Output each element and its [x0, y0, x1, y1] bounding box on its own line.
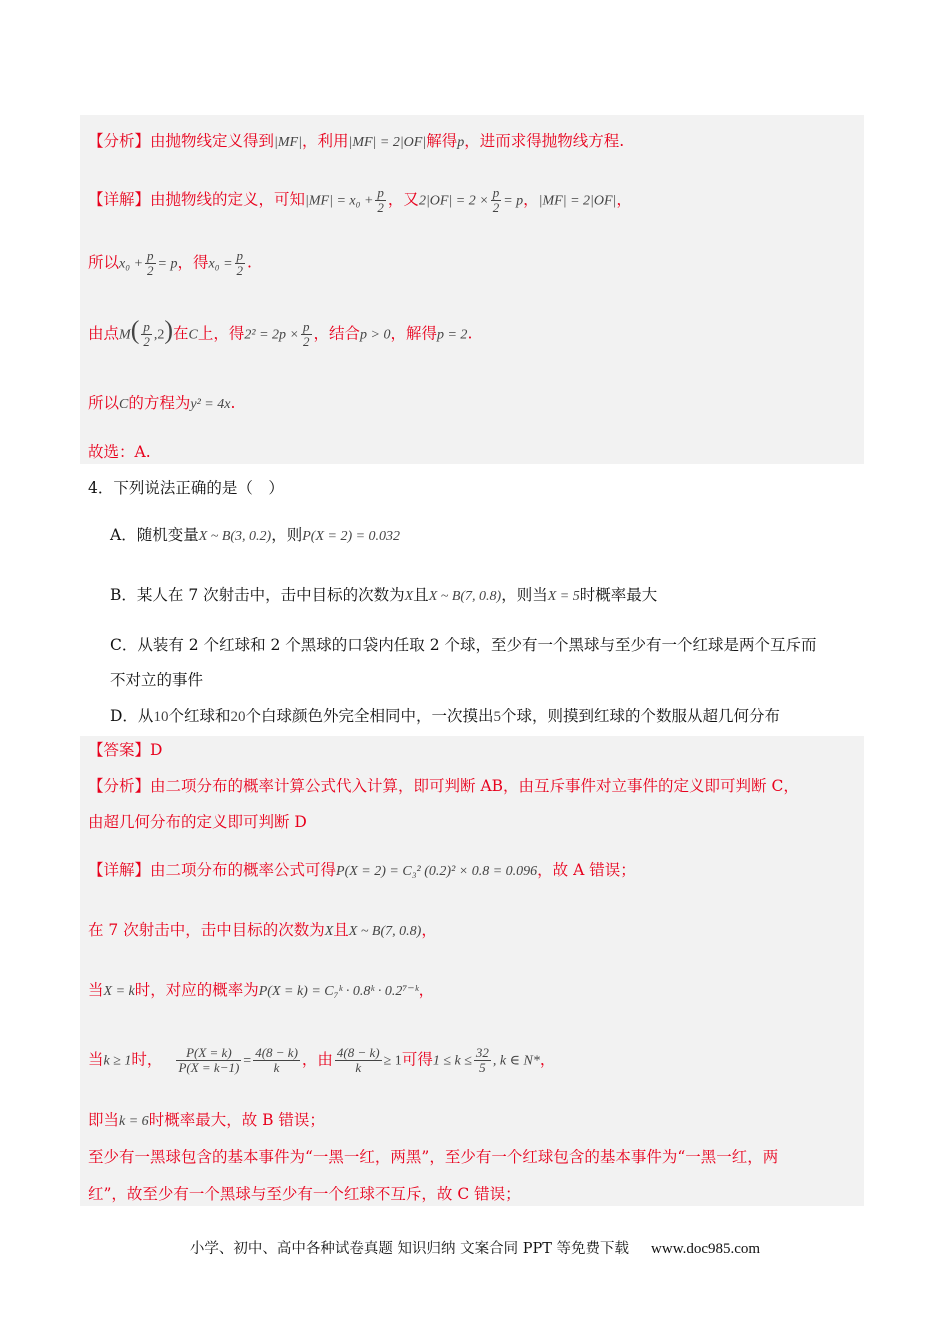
math: |MF| = 2|OF|	[538, 193, 617, 209]
detail2-line-7: 红”，故至少有一个黑球与至少有一个红球不互斥，故 C 错误；	[88, 1185, 521, 1203]
text: 时概率最大，故 B 错误；	[148, 1111, 325, 1129]
math: p = 2	[436, 327, 468, 343]
detail2-line-4	[88, 1046, 555, 1075]
math: X = k	[103, 984, 135, 999]
text: 所以	[88, 253, 120, 272]
math: M	[119, 327, 131, 343]
math: =	[243, 1053, 252, 1069]
fraction	[491, 186, 502, 215]
text: .	[247, 253, 252, 272]
answer-value: D	[150, 741, 163, 759]
text: 由抛物线定义得到	[150, 132, 275, 150]
analysis-line-2-continued: 由超几何分布的定义即可判断 D	[88, 813, 307, 831]
detail-line-1	[88, 186, 632, 215]
text: 在	[173, 324, 189, 343]
question-stem: 4．下列说法正确的是（ ）	[88, 479, 284, 497]
text: D．从	[110, 707, 154, 725]
analysis-line	[88, 131, 624, 153]
math: ,2	[153, 327, 165, 343]
text: 当	[88, 1050, 104, 1069]
numerator: 32	[475, 1045, 489, 1060]
math: X ~ B(7, 0.8)	[348, 924, 422, 939]
text: 个红球和	[168, 707, 231, 725]
page-footer	[0, 1237, 950, 1258]
math: y² = 4x	[190, 397, 231, 412]
fraction	[301, 320, 312, 349]
math: x₀ =	[208, 256, 233, 272]
math: |MF| = 2|OF|	[348, 135, 427, 150]
text: 的方程为	[128, 394, 191, 412]
paren: (	[130, 315, 140, 345]
math: C	[119, 397, 129, 412]
fraction	[335, 1046, 382, 1075]
fraction	[375, 186, 386, 215]
numerator: p	[147, 248, 154, 263]
text: .	[230, 394, 236, 412]
text: 所以	[88, 394, 120, 412]
analysis-tag: 【分析】	[88, 132, 151, 150]
text: ，故 A 错误；	[537, 861, 636, 879]
math: P(X = 2) = 0.032	[302, 529, 401, 544]
fraction	[176, 1046, 241, 1075]
text: ，	[539, 1050, 556, 1069]
detail-tag: 【详解】	[88, 861, 151, 879]
text: ，由	[301, 1050, 333, 1069]
text: 时，	[131, 1050, 163, 1069]
detail2-line-6: 至少有一黑球包含的基本事件为“一黑一红，两黑”，至少有一个红球包含的基本事件为“一黑一红，两	[88, 1148, 779, 1166]
numerator: p	[143, 319, 150, 334]
footer-text: 小学、初中、高中各种试卷真题 知识归纳 文案合同 PPT 等免费下载	[189, 1241, 630, 1257]
fraction	[141, 320, 152, 349]
text: 个白球颜色外完全相同中，一次摸出	[245, 707, 494, 725]
option-c-continued: 不对立的事件	[110, 671, 204, 689]
numerator: p	[236, 248, 244, 263]
math: P(X = 2) = C₃² (0.2)² × 0.8 = 0.096	[336, 864, 538, 879]
text: 由二项分布的概率公式可得	[150, 861, 337, 879]
text: ，又	[387, 190, 419, 209]
math: X	[324, 924, 334, 939]
fraction	[474, 1046, 491, 1075]
math: P(X = k) = C₇ᵏ · 0.8ᵏ · 0.2⁷⁻ᵏ	[258, 984, 419, 999]
denominator: 2	[147, 263, 154, 278]
math: |MF| = x₀ +	[305, 193, 374, 209]
math: 1 ≤ k ≤	[432, 1053, 472, 1069]
denominator: 2	[236, 263, 244, 278]
math: 2² = 2p ×	[244, 327, 299, 343]
text: 即当	[88, 1111, 120, 1129]
text: ，	[523, 190, 539, 209]
text: ，得	[177, 253, 209, 272]
numerator: p	[377, 185, 384, 200]
solution-panel-2	[80, 736, 864, 1206]
math: p > 0	[360, 327, 391, 343]
answer-tag: 【答案】	[88, 741, 151, 759]
detail2-line-1	[88, 860, 636, 882]
math: X = 5	[547, 589, 580, 604]
text: ，解得	[390, 324, 437, 343]
text: A．随机变量	[110, 526, 199, 544]
text: ，	[421, 921, 437, 939]
answer-line	[88, 740, 162, 760]
text: ，	[616, 190, 632, 209]
option-b	[110, 585, 657, 607]
numerator: 4(8 − k)	[255, 1045, 298, 1060]
math: C	[188, 327, 198, 343]
math: , k ∈ N*	[492, 1053, 540, 1069]
math: k = 6	[119, 1114, 149, 1129]
text: .	[467, 324, 473, 343]
text: 上，得	[197, 324, 245, 343]
text: ，则	[271, 526, 303, 544]
math: = p	[503, 193, 524, 209]
detail2-line-5	[88, 1110, 325, 1132]
denominator: 5	[479, 1060, 486, 1075]
math: ≥ 1	[383, 1053, 402, 1069]
denominator: k	[273, 1060, 280, 1075]
text: B．某人在 7 次射击中，击中目标的次数为	[110, 586, 405, 604]
option-c: C．从装有 2 个红球和 2 个黑球的口袋内任取 2 个球，至少有一个黑球与至少有一个红球是两个互斥而	[110, 636, 817, 654]
math: X ~ B(3, 0.2)	[198, 529, 272, 544]
math: |MF|	[274, 135, 302, 150]
paren: )	[164, 315, 174, 345]
text: ，	[418, 981, 435, 999]
numerator: P(X = k)	[176, 1046, 241, 1061]
text: 解得	[426, 132, 458, 150]
math: 5	[493, 709, 501, 725]
detail-tag: 【详解】	[88, 190, 151, 209]
denominator: 2	[303, 334, 310, 349]
text: ，利用	[301, 132, 349, 150]
conclusion-line: 故选：A.	[88, 443, 151, 461]
text: 且	[413, 586, 429, 604]
text: 由二项分布的概率计算公式代入计算，即可判断 AB，由互斥事件对立事件的定义即可判断 C，	[150, 777, 799, 795]
detail-line-4	[88, 393, 235, 415]
analysis-line-2	[88, 776, 799, 796]
text: 由点	[88, 324, 120, 343]
math: x₀ +	[119, 256, 144, 272]
denominator: 2	[143, 334, 150, 349]
math: 10	[153, 709, 169, 725]
fraction	[235, 249, 246, 278]
text: ，结合	[313, 324, 361, 343]
fraction	[253, 1046, 300, 1075]
denominator: 2	[492, 200, 500, 215]
math: X	[404, 589, 414, 604]
math: 20	[230, 709, 246, 725]
math: = p	[157, 256, 178, 272]
text: 时，对应的概率为	[134, 981, 259, 999]
detail2-line-2	[88, 920, 437, 942]
math: X ~ B(7, 0.8)	[428, 589, 502, 604]
text: 个球，则摸到红球的个数服从超几何分布	[500, 707, 780, 725]
denominator: k	[355, 1060, 362, 1075]
fraction	[145, 249, 156, 278]
denominator: 2	[377, 200, 384, 215]
numerator: 4(8 − k)	[336, 1045, 380, 1060]
numerator: p	[492, 185, 500, 200]
text: 可得	[401, 1050, 433, 1069]
math: k ≥ 1	[103, 1053, 132, 1069]
numerator: p	[303, 319, 310, 334]
text: 在 7 次射击中，击中目标的次数为	[88, 921, 325, 939]
text: 当	[88, 981, 104, 999]
footer-url[interactable]: www.doc985.com	[651, 1241, 761, 1257]
text: 且	[333, 921, 349, 939]
option-d	[110, 706, 780, 727]
detail-line-3	[88, 315, 473, 349]
text: ，则当	[501, 586, 548, 604]
text: 时概率最大	[579, 586, 658, 604]
math: 2|OF| = 2 ×	[418, 193, 489, 209]
detail-line-2	[88, 249, 252, 278]
text: 由抛物线的定义，可知	[150, 190, 306, 209]
text: ，进而求得抛物线方程.	[464, 132, 625, 150]
analysis-tag: 【分析】	[88, 777, 151, 795]
detail2-line-3	[88, 980, 434, 1002]
denominator: P(X = k−1)	[178, 1060, 240, 1075]
math: p	[457, 135, 465, 150]
option-a	[110, 525, 400, 547]
